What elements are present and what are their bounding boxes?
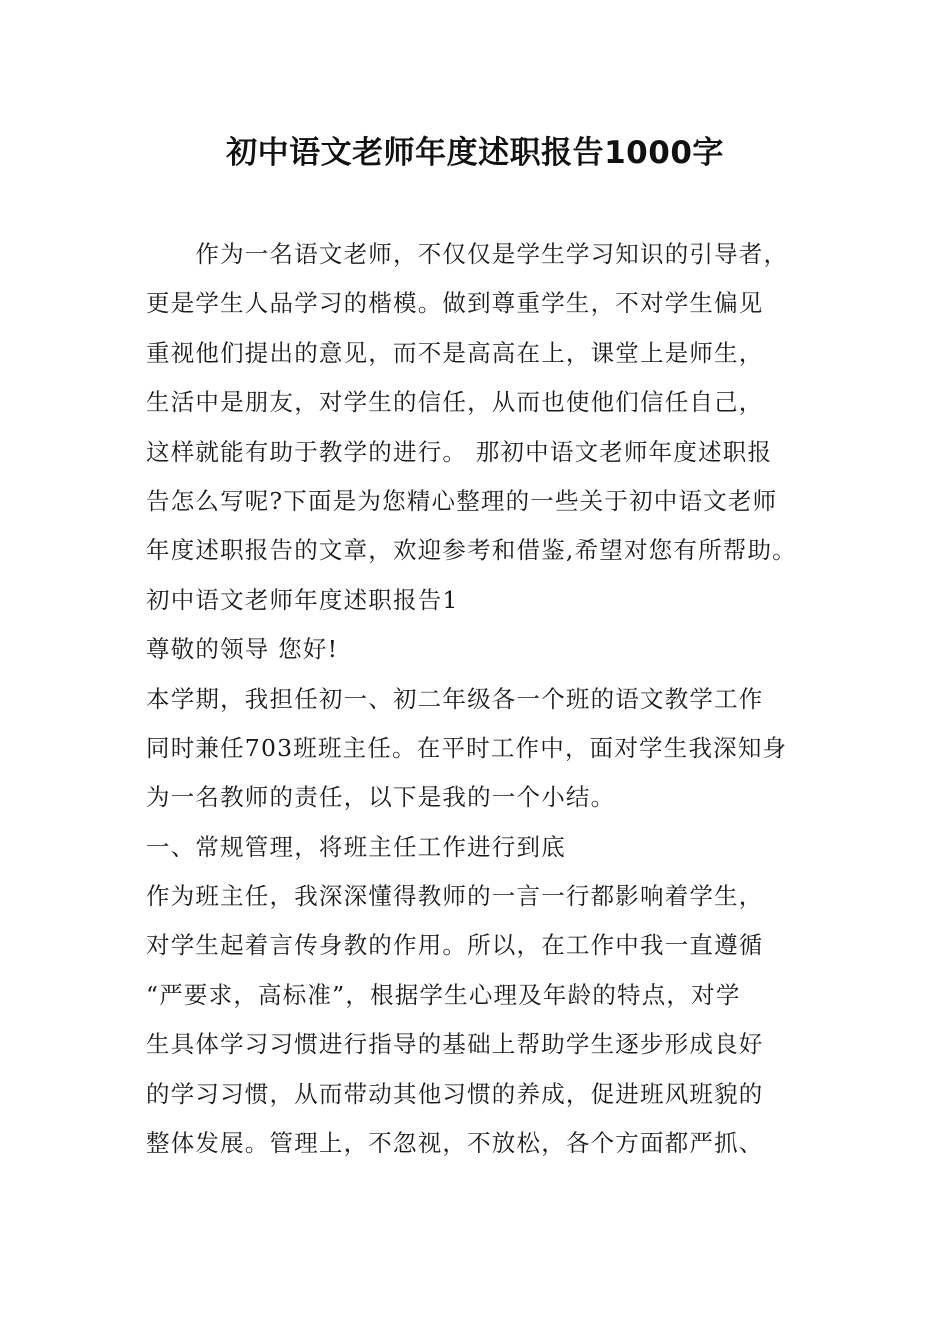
- paragraph-line: 生具体学习习惯进行指导的基础上帮助学生逐步形成良好: [146, 1030, 764, 1059]
- paragraph-line: 重视他们提出的意见，而不是高高在上，课堂上是师生，: [146, 338, 764, 367]
- paragraph-line: 作为一名语文老师，不仅仅是学生学习知识的引导者，: [146, 240, 789, 268]
- paragraph-line: 同时兼任703班班主任。在平时工作中，面对学生我深知身: [146, 733, 788, 762]
- paragraph-line: 对学生起着言传身教的作用。所以，在工作中我一直遵循: [146, 931, 764, 960]
- paragraph-line: 生活中是朋友，对学生的信任，从而也使他们信任自己，: [146, 388, 764, 417]
- document-body: [146, 230, 836, 1168]
- paragraph-line: 年度述职报告的文章，欢迎参考和借鉴,希望对您有所帮助。: [146, 536, 797, 565]
- paragraph-line: 这样就能有助于教学的进行。 那初中语文老师年度述职报: [146, 437, 773, 466]
- paragraph-line: 的学习习惯，从而带动其他习惯的养成，促进班风班貌的: [146, 1079, 764, 1108]
- paragraph-line: 更是学生人品学习的楷模。做到尊重学生，不对学生偏见: [146, 289, 764, 318]
- paragraph-line: “严要求，高标准”，根据学生心理及年龄的特点，对学: [146, 980, 741, 1009]
- section-heading: 初中语文老师年度述职报告1: [146, 585, 459, 614]
- salutation: 尊敬的领导 您好!: [146, 635, 339, 664]
- subsection-heading: 一、常规管理，将班主任工作进行到底: [146, 832, 566, 861]
- page-title: 初中语文老师年度述职报告1000字: [226, 135, 724, 171]
- paragraph-line: 整体发展。管理上，不忽视，不放松，各个方面都严抓、: [146, 1129, 764, 1158]
- paragraph-line: 作为班主任，我深深懂得教师的一言一行都影响着学生，: [146, 882, 764, 911]
- paragraph-line: 本学期，我担任初一、初二年级各一个班的语文教学工作: [146, 684, 764, 713]
- paragraph-line: 为一名教师的责任，以下是我的一个小结。: [146, 783, 616, 812]
- paragraph-line: 告怎么写呢?下面是为您精心整理的一些关于初中语文老师: [146, 486, 778, 515]
